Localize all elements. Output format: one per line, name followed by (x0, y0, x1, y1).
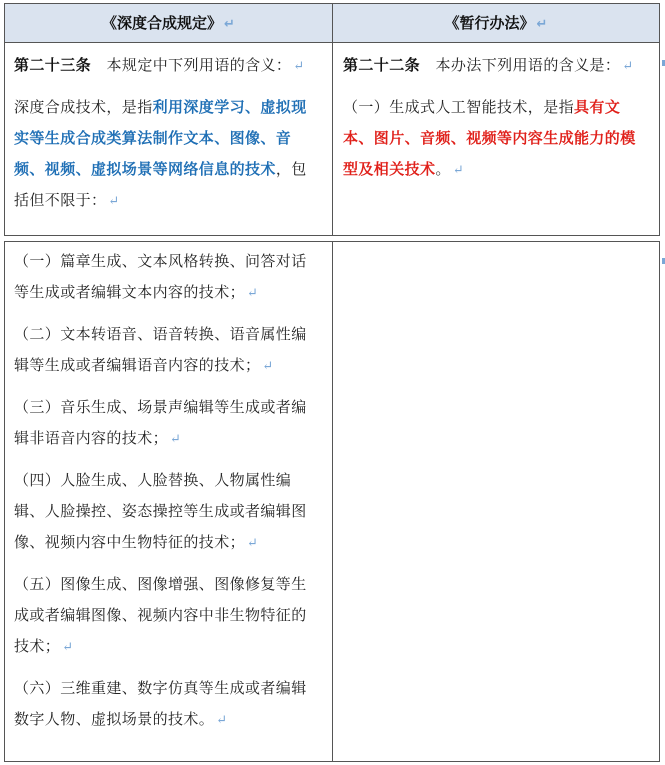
list-item: （一）篇章生成、文本风格转换、问答对话等生成或者编辑文本内容的技术； ↵ (14, 252, 307, 301)
list-item: （二）文本转语音、语音转换、语音属性编辑等生成或者编辑语音内容的技术； ↵ (14, 325, 307, 374)
return-mark-icon: ↵ (262, 359, 274, 374)
right-article-paragraph (343, 50, 648, 82)
list-item: （六）三维重建、数字仿真等生成或者编辑数字人物、虚拟场景的技术。 ↵ (14, 679, 307, 728)
list-item: （三）音乐生成、场景声编辑等生成或者编辑非语音内容的技术； ↵ (14, 398, 307, 447)
return-mark-icon: ↵ (108, 194, 120, 209)
list-item: （五）图像生成、图像增强、图像修复等生成或者编辑图像、视频内容中非生物特征的技术； ↵ (14, 575, 307, 655)
return-mark-icon: ↵ (62, 640, 74, 655)
right-def-highlight: 具有文本、图片、音频、视频等内容生成能力的模型及相关技术 (343, 98, 636, 178)
right-def-suffix: 。 (435, 160, 451, 178)
right-definition-paragraph (343, 92, 648, 186)
right-header-title: 《暂行办法》 (444, 14, 535, 32)
left-article-cell (14, 50, 316, 217)
return-mark-icon: ↵ (622, 59, 634, 74)
left-def-prefix: 深度合成技术，是指 (14, 98, 153, 116)
left-def-suffix: ，包括但不限于： (14, 160, 307, 209)
list-item: （四）人脸生成、人脸替换、人物属性编辑、人脸操控、姿态操控等生成或者编辑图像、视频内容中生物特征的技术； ↵ (14, 471, 307, 551)
left-article-intro: 本规定中下列用语的含义： (106, 56, 292, 74)
left-article-title: 第二十三条 (14, 56, 92, 74)
right-article-cell (343, 50, 648, 186)
column-divider (332, 242, 333, 761)
comparison-table-top (4, 3, 660, 236)
right-article-intro: 本办法下列用语的含义是： (435, 56, 621, 74)
left-items-cell (14, 246, 316, 736)
right-def-prefix: （一）生成式人工智能技术，是指 (343, 98, 575, 116)
return-mark-icon: ↵ (452, 163, 465, 178)
left-article-paragraph (14, 50, 316, 82)
return-mark-icon: ↵ (536, 17, 548, 32)
left-column-header (5, 4, 332, 42)
return-mark-icon: ↵ (247, 286, 259, 301)
return-mark-icon: ↵ (293, 59, 305, 74)
right-article-title: 第二十二条 (343, 56, 421, 74)
return-mark-icon: ↵ (170, 432, 182, 447)
return-mark-icon: ↵ (224, 17, 235, 32)
right-column-header (333, 4, 659, 42)
return-mark-icon: ↵ (247, 536, 259, 551)
left-definition-paragraph (14, 92, 316, 217)
comparison-table-bottom (4, 241, 660, 762)
left-def-highlight: 利用深度学习、虚拟现实等生成合成类算法制作文本、图像、音频、视频、虚拟场景等网络信息的技术 (14, 98, 307, 178)
return-mark-icon: ↵ (216, 713, 228, 728)
left-header-title: 《深度合成规定》 (102, 14, 223, 32)
